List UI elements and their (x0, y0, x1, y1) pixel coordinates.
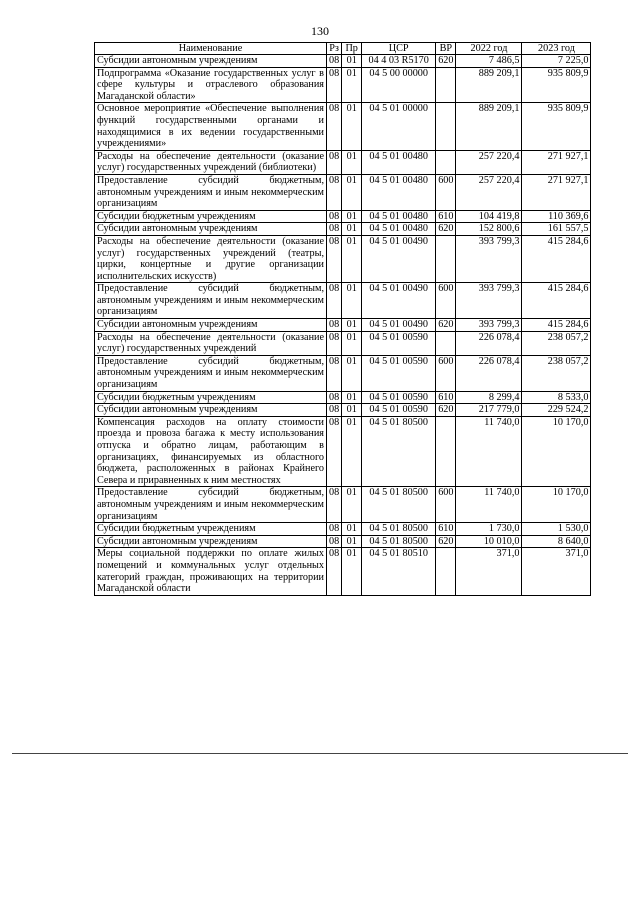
row-pr: 01 (342, 391, 362, 404)
row-amount-2023: 229 524,2 (522, 404, 591, 417)
row-pr: 01 (342, 487, 362, 523)
table-row (95, 487, 591, 523)
row-csr: 04 5 01 00590 (362, 391, 436, 404)
header-2023: 2023 год (522, 43, 591, 55)
table-row (95, 67, 591, 103)
row-amount-2022: 393 799,3 (456, 235, 522, 282)
row-csr: 04 5 01 00480 (362, 174, 436, 210)
row-amount-2022: 393 799,3 (456, 283, 522, 319)
row-amount-2023: 1 530,0 (522, 523, 591, 536)
row-csr: 04 5 01 80500 (362, 523, 436, 536)
row-rz: 08 (327, 150, 342, 174)
row-vr: 610 (436, 391, 456, 404)
table-row (95, 174, 591, 210)
row-rz: 08 (327, 523, 342, 536)
row-name: Предоставление субсидий бюджетным, автономным учреждениям и иным некоммерческим организациям (95, 283, 327, 319)
row-vr (436, 67, 456, 103)
row-vr (436, 548, 456, 595)
table-header-row (95, 43, 591, 55)
row-csr: 04 5 01 80500 (362, 487, 436, 523)
row-amount-2022: 11 740,0 (456, 416, 522, 487)
row-amount-2022: 152 800,6 (456, 223, 522, 236)
table-row (95, 223, 591, 236)
row-csr: 04 5 01 80500 (362, 535, 436, 548)
row-amount-2022: 257 220,4 (456, 174, 522, 210)
row-csr: 04 5 01 00480 (362, 150, 436, 174)
row-name: Подпрограмма «Оказание государственных услуг в сфере культуры и отраслевого образования Магаданской области» (95, 67, 327, 103)
row-name: Субсидии автономным учреждениям (95, 223, 327, 236)
row-csr: 04 5 01 00480 (362, 210, 436, 223)
header-2022: 2022 год (456, 43, 522, 55)
row-amount-2022: 226 078,4 (456, 331, 522, 355)
row-rz: 08 (327, 283, 342, 319)
table-row (95, 55, 591, 68)
row-amount-2023: 415 284,6 (522, 283, 591, 319)
row-pr: 01 (342, 331, 362, 355)
row-name: Субсидии бюджетным учреждениям (95, 391, 327, 404)
row-pr: 01 (342, 235, 362, 282)
row-pr: 01 (342, 55, 362, 68)
row-vr: 620 (436, 55, 456, 68)
row-name: Предоставление субсидий бюджетным, автономным учреждениям и иным некоммерческим организациям (95, 487, 327, 523)
row-amount-2023: 238 057,2 (522, 355, 591, 391)
row-amount-2023: 371,0 (522, 548, 591, 595)
row-pr: 01 (342, 416, 362, 487)
row-rz: 08 (327, 355, 342, 391)
row-name: Субсидии бюджетным учреждениям (95, 523, 327, 536)
table-row (95, 150, 591, 174)
row-csr: 04 5 01 80500 (362, 416, 436, 487)
row-rz: 08 (327, 416, 342, 487)
table-row (95, 319, 591, 332)
row-name: Субсидии автономным учреждениям (95, 319, 327, 332)
header-csr: ЦСР (362, 43, 436, 55)
row-vr: 610 (436, 523, 456, 536)
header-pr: Пр (342, 43, 362, 55)
row-csr: 04 4 03 R5170 (362, 55, 436, 68)
table-row (95, 235, 591, 282)
table-row (95, 404, 591, 417)
row-amount-2022: 371,0 (456, 548, 522, 595)
row-pr: 01 (342, 223, 362, 236)
row-amount-2023: 415 284,6 (522, 235, 591, 282)
row-amount-2023: 161 557,5 (522, 223, 591, 236)
row-name: Расходы на обеспечение деятельности (оказание услуг) государственных учреждений (95, 331, 327, 355)
row-amount-2023: 10 170,0 (522, 487, 591, 523)
row-amount-2022: 226 078,4 (456, 355, 522, 391)
row-name: Предоставление субсидий бюджетным, автономным учреждениям и иным некоммерческим организациям (95, 174, 327, 210)
row-csr: 04 5 01 00490 (362, 235, 436, 282)
row-csr: 04 5 01 00490 (362, 319, 436, 332)
row-rz: 08 (327, 319, 342, 332)
row-pr: 01 (342, 404, 362, 417)
table-row (95, 391, 591, 404)
row-amount-2022: 7 486,5 (456, 55, 522, 68)
row-pr: 01 (342, 67, 362, 103)
row-rz: 08 (327, 235, 342, 282)
row-amount-2022: 889 209,1 (456, 103, 522, 150)
row-amount-2022: 1 730,0 (456, 523, 522, 536)
row-vr (436, 235, 456, 282)
row-amount-2022: 393 799,3 (456, 319, 522, 332)
row-rz: 08 (327, 487, 342, 523)
table-row (95, 355, 591, 391)
row-csr: 04 5 01 00000 (362, 103, 436, 150)
row-vr: 620 (436, 404, 456, 417)
row-csr: 04 5 01 80510 (362, 548, 436, 595)
row-pr: 01 (342, 174, 362, 210)
row-amount-2023: 110 369,6 (522, 210, 591, 223)
row-amount-2023: 415 284,6 (522, 319, 591, 332)
row-vr: 600 (436, 487, 456, 523)
row-name: Меры социальной поддержки по оплате жилых помещений и коммунальных услуг отдельных категорий граждан, проживающих на территории Магаданской области (95, 548, 327, 595)
row-rz: 08 (327, 103, 342, 150)
header-name: Наименование (95, 43, 327, 55)
row-amount-2023: 271 927,1 (522, 150, 591, 174)
row-csr: 04 5 01 00590 (362, 404, 436, 417)
row-amount-2023: 8 533,0 (522, 391, 591, 404)
row-pr: 01 (342, 150, 362, 174)
table-row (95, 210, 591, 223)
row-vr: 620 (436, 319, 456, 332)
row-rz: 08 (327, 223, 342, 236)
row-amount-2023: 7 225,0 (522, 55, 591, 68)
row-vr: 600 (436, 174, 456, 210)
table-body (95, 55, 591, 596)
row-vr: 600 (436, 355, 456, 391)
row-amount-2022: 104 419,8 (456, 210, 522, 223)
row-vr (436, 416, 456, 487)
row-pr: 01 (342, 283, 362, 319)
row-rz: 08 (327, 174, 342, 210)
row-amount-2022: 11 740,0 (456, 487, 522, 523)
row-rz: 08 (327, 391, 342, 404)
row-pr: 01 (342, 103, 362, 150)
header-vr: ВР (436, 43, 456, 55)
row-name: Субсидии автономным учреждениям (95, 535, 327, 548)
row-vr: 620 (436, 535, 456, 548)
row-csr: 04 5 01 00590 (362, 355, 436, 391)
row-name: Компенсация расходов на оплату стоимости проезда и провоза багажа к месту использования отпуска и обратно лицам, работающим в организациях, финансируемых из областного бюджета, расположенных в районах Крайнего Севера и приравненных к ним местностях (95, 416, 327, 487)
row-amount-2023: 238 057,2 (522, 331, 591, 355)
row-vr: 620 (436, 223, 456, 236)
row-name: Расходы на обеспечение деятельности (оказание услуг) государственных учреждений (библиотеки) (95, 150, 327, 174)
budget-table (94, 42, 591, 596)
table-row (95, 331, 591, 355)
row-name: Субсидии автономным учреждениям (95, 404, 327, 417)
row-rz: 08 (327, 67, 342, 103)
row-amount-2022: 889 209,1 (456, 67, 522, 103)
table-row (95, 548, 591, 595)
page-number: 130 (311, 24, 329, 38)
row-vr (436, 150, 456, 174)
row-amount-2023: 935 809,9 (522, 103, 591, 150)
header-rz: Рз (327, 43, 342, 55)
row-vr (436, 331, 456, 355)
row-pr: 01 (342, 355, 362, 391)
row-name: Субсидии бюджетным учреждениям (95, 210, 327, 223)
row-vr: 610 (436, 210, 456, 223)
row-amount-2023: 8 640,0 (522, 535, 591, 548)
row-rz: 08 (327, 548, 342, 595)
table-row (95, 103, 591, 150)
row-name: Расходы на обеспечение деятельности (оказание услуг) государственных учреждений (театры, цирки, концертные и другие организации исполнительских искусств) (95, 235, 327, 282)
row-rz: 08 (327, 535, 342, 548)
row-csr: 04 5 01 00590 (362, 331, 436, 355)
row-rz: 08 (327, 210, 342, 223)
row-pr: 01 (342, 319, 362, 332)
row-amount-2022: 217 779,0 (456, 404, 522, 417)
table-row (95, 416, 591, 487)
row-name: Основное мероприятие «Обеспечение выполнения функций государственными органами и находящимися в их ведении государственными учреждениями» (95, 103, 327, 150)
row-name: Субсидии автономным учреждениям (95, 55, 327, 68)
row-amount-2022: 10 010,0 (456, 535, 522, 548)
row-pr: 01 (342, 210, 362, 223)
row-rz: 08 (327, 55, 342, 68)
row-amount-2022: 257 220,4 (456, 150, 522, 174)
table-row (95, 535, 591, 548)
row-name: Предоставление субсидий бюджетным, автономным учреждениям и иным некоммерческим организациям (95, 355, 327, 391)
row-amount-2023: 935 809,9 (522, 67, 591, 103)
table-row (95, 523, 591, 536)
footer-divider (12, 753, 628, 754)
row-pr: 01 (342, 523, 362, 536)
row-amount-2023: 10 170,0 (522, 416, 591, 487)
row-amount-2023: 271 927,1 (522, 174, 591, 210)
table-row (95, 283, 591, 319)
row-rz: 08 (327, 331, 342, 355)
row-amount-2022: 8 299,4 (456, 391, 522, 404)
row-csr: 04 5 01 00480 (362, 223, 436, 236)
row-csr: 04 5 01 00490 (362, 283, 436, 319)
row-csr: 04 5 00 00000 (362, 67, 436, 103)
row-pr: 01 (342, 535, 362, 548)
row-pr: 01 (342, 548, 362, 595)
row-rz: 08 (327, 404, 342, 417)
row-vr (436, 103, 456, 150)
row-vr: 600 (436, 283, 456, 319)
